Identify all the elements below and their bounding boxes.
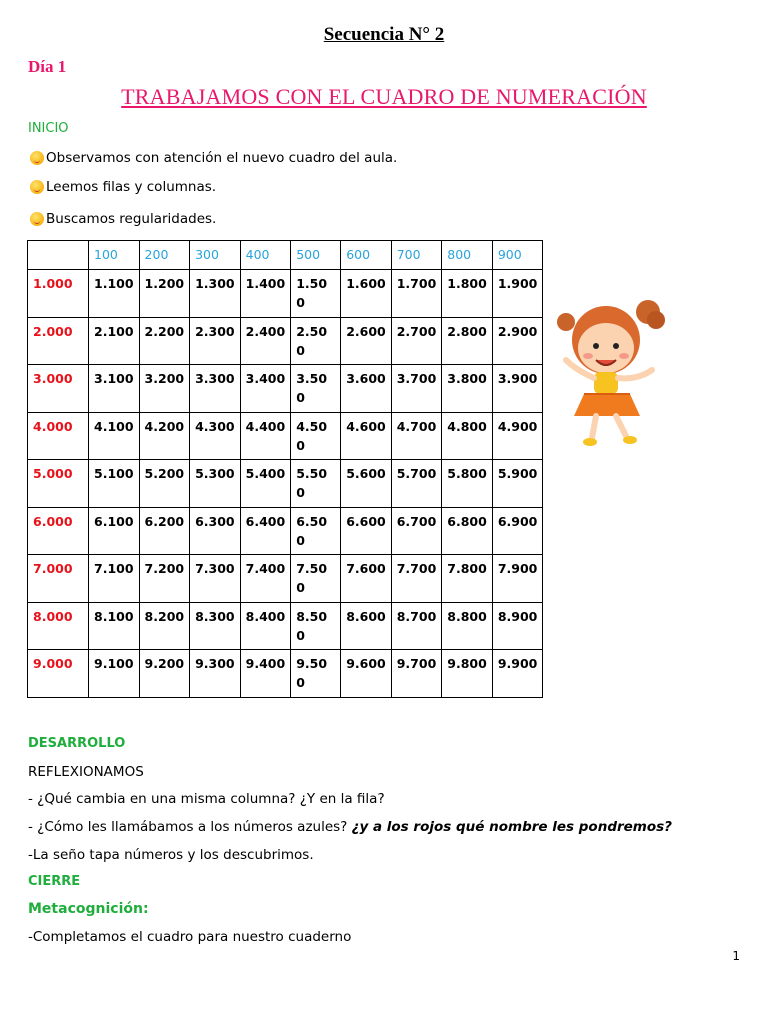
table-cell: 6.300 [190,507,241,555]
table-cell: 2.200 [139,317,190,365]
column-header: 300 [190,241,241,270]
question-2-text: - ¿Cómo les llamábamos a los números azules? [28,819,352,835]
table-cell: 9.700 [391,650,442,698]
table-row [28,650,543,698]
bullet-item [30,150,397,166]
table-cell: 9.800 [442,650,493,698]
table-cell: 1.700 [391,270,442,318]
table-cell: 4.800 [442,412,493,460]
table-cell: 8.200 [139,602,190,650]
table-cell: 3.900 [492,365,543,413]
row-header: 4.000 [28,412,89,460]
table-cell: 6.700 [391,507,442,555]
table-cell: 2.900 [492,317,543,365]
table-cell: 2.500 [291,317,341,365]
table-cell: 4.400 [240,412,291,460]
table-cell: 3.600 [341,365,392,413]
table-cell: 7.900 [492,555,543,603]
table-cell: 2.800 [442,317,493,365]
table-cell: 4.300 [190,412,241,460]
table-cell: 9.400 [240,650,291,698]
day-label: Día 1 [28,57,67,76]
table-cell: 3.300 [190,365,241,413]
bullet-text: Buscamos regularidades. [46,211,217,227]
table-cell: 2.100 [89,317,140,365]
table-cell: 4.700 [391,412,442,460]
table-cell: 8.100 [89,602,140,650]
girl-illustration [548,290,678,450]
row-header: 7.000 [28,555,89,603]
table-cell: 8.500 [291,602,341,650]
section-desarrollo: DESARROLLO [28,736,126,751]
page-number: 1 [732,949,740,963]
column-header: 600 [341,241,392,270]
table-cell: 9.500 [291,650,341,698]
table-cell: 3.200 [139,365,190,413]
table-cell: 4.500 [291,412,341,460]
table-row [28,270,543,318]
table-cell: 8.900 [492,602,543,650]
table-cell: 5.900 [492,460,543,508]
bullet-text: Observamos con atención el nuevo cuadro del aula. [46,150,398,166]
row-header: 1.000 [28,270,89,318]
table-cell: 2.300 [190,317,241,365]
table-cell: 1.400 [240,270,291,318]
smiley-icon [30,212,44,226]
table-cell: 4.900 [492,412,543,460]
column-header: 200 [139,241,190,270]
table-cell: 7.800 [442,555,493,603]
table-cell: 3.800 [442,365,493,413]
closing-activity: -Completamos el cuadro para nuestro cuaderno [28,929,352,945]
table-cell: 8.800 [442,602,493,650]
table-cell: 6.500 [291,507,341,555]
smiley-icon [30,180,44,194]
numeration-table [27,240,543,698]
table-cell: 6.800 [442,507,493,555]
table-cell: 1.800 [442,270,493,318]
column-header: 800 [442,241,493,270]
table-cell: 8.700 [391,602,442,650]
section-inicio: INICIO [28,121,69,136]
column-header: 700 [391,241,442,270]
row-header: 8.000 [28,602,89,650]
table-row [28,317,543,365]
table-row [28,555,543,603]
table-cell: 5.100 [89,460,140,508]
row-header: 9.000 [28,650,89,698]
column-header: 500 [291,241,341,270]
table-cell: 8.400 [240,602,291,650]
row-header: 5.000 [28,460,89,508]
column-header: 400 [240,241,291,270]
table-cell: 6.900 [492,507,543,555]
table-cell: 4.100 [89,412,140,460]
table-cell: 1.200 [139,270,190,318]
section-cierre: CIERRE [28,874,81,889]
table-cell: 2.400 [240,317,291,365]
bullet-item [30,211,216,227]
page-title: Secuencia N° 2 [323,24,445,45]
question-2-emphasis: ¿y a los rojos qué nombre les pondremos? [351,819,673,835]
table-cell: 4.600 [341,412,392,460]
column-header: 100 [89,241,140,270]
table-cell: 6.100 [89,507,140,555]
bullet-item [30,179,216,195]
reflexionamos-label: REFLEXIONAMOS [28,764,144,780]
table-cell: 7.200 [139,555,190,603]
table-cell: 9.300 [190,650,241,698]
table-cell: 1.300 [190,270,241,318]
table-cell: 8.300 [190,602,241,650]
table-cell: 5.200 [139,460,190,508]
table-cell: 9.600 [341,650,392,698]
table-cell: 2.700 [391,317,442,365]
table-cell: 3.500 [291,365,341,413]
table-cell: 4.200 [139,412,190,460]
table-cell: 7.600 [341,555,392,603]
table-row [28,412,543,460]
question-1: - ¿Qué cambia en una misma columna? ¿Y en la fila? [28,791,385,807]
table-cell: 1.900 [492,270,543,318]
table-cell: 3.100 [89,365,140,413]
table-cell: 1.600 [341,270,392,318]
table-cell: 5.700 [391,460,442,508]
activity-line: -La seño tapa números y los descubrimos. [28,847,314,863]
table-cell: 7.300 [190,555,241,603]
table-cell: 1.100 [89,270,140,318]
table-cell: 6.200 [139,507,190,555]
row-header: 6.000 [28,507,89,555]
table-row [28,460,543,508]
table-row [28,602,543,650]
table-header-row [28,241,543,270]
table-row [28,507,543,555]
section-metacognicion: Metacognición: [28,901,149,917]
table-cell: 9.100 [89,650,140,698]
table-corner-cell [28,241,89,270]
table-cell: 5.600 [341,460,392,508]
table-row [28,365,543,413]
table-cell: 5.400 [240,460,291,508]
column-header: 900 [492,241,543,270]
table-cell: 7.400 [240,555,291,603]
table-cell: 7.100 [89,555,140,603]
table-cell: 7.700 [391,555,442,603]
lesson-heading: TRABAJAMOS CON EL CUADRO DE NUMERACIÓN [121,84,647,109]
row-header: 3.000 [28,365,89,413]
table-cell: 5.300 [190,460,241,508]
table-cell: 1.500 [291,270,341,318]
table-cell: 6.400 [240,507,291,555]
smiley-icon [30,151,44,165]
table-cell: 9.900 [492,650,543,698]
question-2 [28,819,672,835]
table-cell: 3.700 [391,365,442,413]
table-cell: 2.600 [341,317,392,365]
table-cell: 6.600 [341,507,392,555]
table-cell: 3.400 [240,365,291,413]
bullet-text: Leemos filas y columnas. [46,179,217,195]
table-cell: 5.500 [291,460,341,508]
table-cell: 7.500 [291,555,341,603]
table-cell: 5.800 [442,460,493,508]
table-cell: 9.200 [139,650,190,698]
row-header: 2.000 [28,317,89,365]
table-cell: 8.600 [341,602,392,650]
